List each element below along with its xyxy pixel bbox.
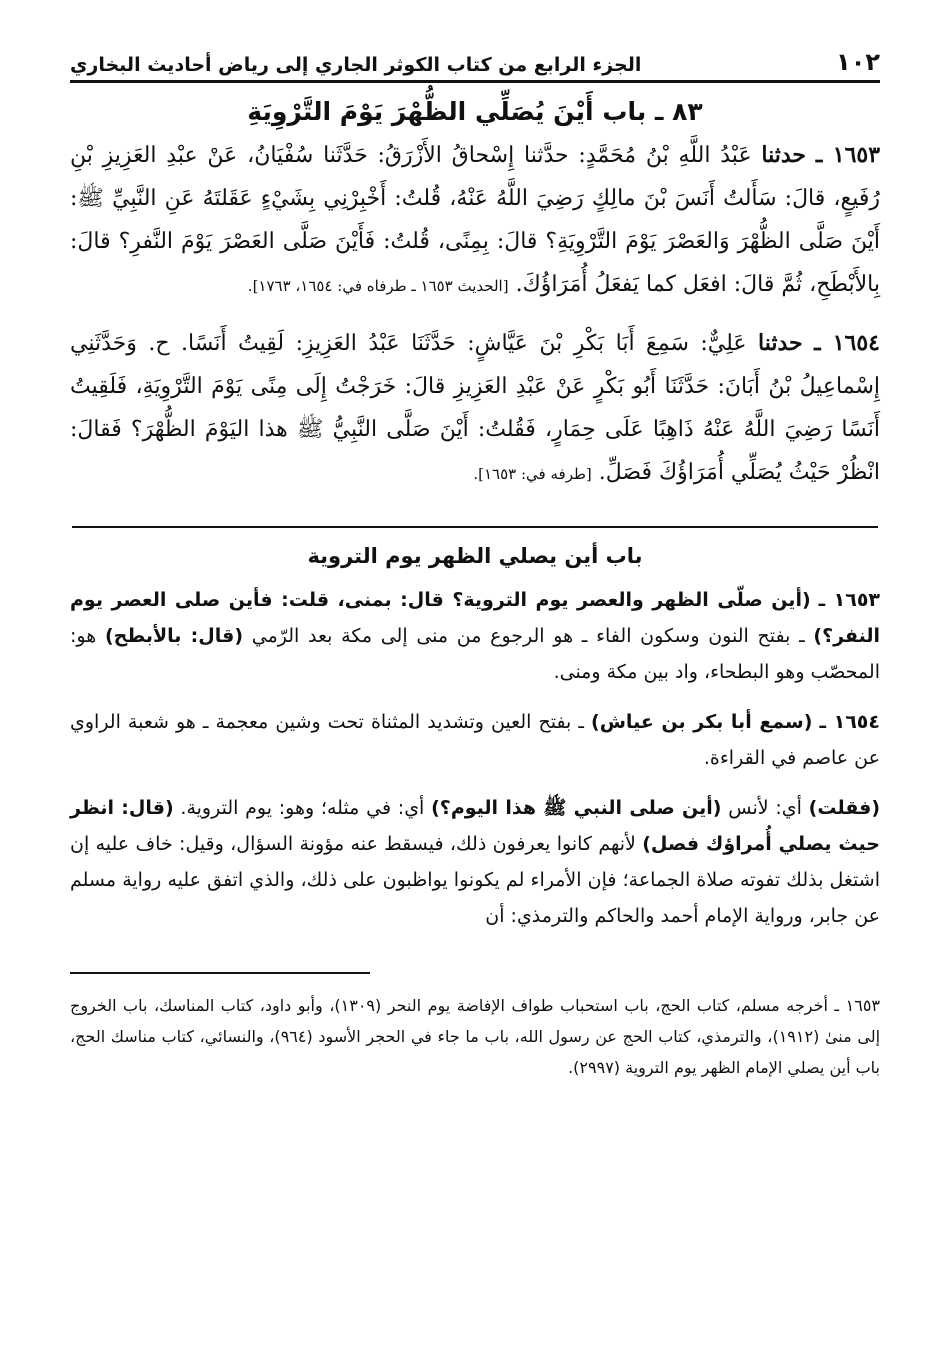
commentary-quote: (سمع أبا بكر بن عياش) [591, 711, 813, 733]
commentary-text: لأنهم كانوا يعرفون ذلك، فيسقط عنه مؤونة السؤال، وقيل: خاف عليه إن اشتغل بذلك تفوته صلاة الجماعة؛ فإن الأمراء لم يكونوا يواظبون على ذلك، والذي اتفق عليه رواية مسلم عن جابر، ورواية الإمام أحمد والحاكم والترمذي: أن [70, 833, 880, 927]
commentary-quote: (قال: بالأبطح) [104, 625, 244, 647]
footnote: ١٦٥٣ ـ أخرجه مسلم، كتاب الحج، باب استحباب طواف الإفاضة يوم النحر (١٣٠٩)، وأبو داود، كتاب المناسك، باب الخروج إلى منىٰ (١٩١٢)، والترمذي، كتاب الحج عن رسول الله، باب ما جاء في الحجر الأسود (٩٦٤)، والنسائي، كتاب مناسك الحج، باب أين يصلي الإمام الظهر يوم التروية (٢٩٩٧). [70, 996, 881, 1077]
commentary-quote: (أين صلّى الظهر والعصر يوم التروية؟ قال: بمنى، قلت: فأين صلى العصر يوم النفر؟) [70, 589, 881, 647]
commentary-text: أي: في مثله؛ وهو: يوم التروية. [180, 797, 425, 819]
commentary-1654 [70, 704, 880, 776]
hadith-1653 [70, 134, 880, 308]
commentary-title: باب أين يصلي الظهر يوم التروية [307, 544, 643, 568]
page-number: ١٠٢ [836, 48, 880, 76]
commentary-quote: (فقلت) [808, 797, 881, 819]
running-title: الجزء الرابع من كتاب الكوثر الجاري إلى رياض أحاديث البخاري [70, 54, 642, 76]
hadith-citation: [طرفه في: ١٦٥٣]. [473, 465, 592, 483]
commentary-number: ١٦٥٣ ـ [818, 589, 881, 611]
hadith-lead: حدثنا [758, 330, 803, 356]
footnote-rule [70, 972, 370, 974]
commentary-quote: (قال: انظر حيث يصلي أُمراؤك فصل) [70, 797, 880, 855]
hadith-text: عَلِيٌّ: سَمِعَ أَبَا بَكْرِ بْنَ عَيَّاشٍ: حَدَّثَنَا عَبْدُ العَزِيزِ: لَقِيتُ أَنَسًا. ح. وَحَدَّثَنِي إِسْماعِيلُ بْنُ أَبَانَ: حَدَّثَنَا أَبُو بَكْرٍ عَنْ عَبْدِ العَزِيزِ قالَ: خَرَجْتُ إِلَى مِنًى يَوْمَ التَّرْوِيَةِ، فَلَقِيتُ أَنَسًا رَضِيَ اللَّهُ عَنْهُ ذَاهِبًا عَلَى حِمَارٍ، فَقُلتُ: أَيْنَ صَلَّى النَّبِيُّ ﷺ هذا اليَوْمَ الظُّهْرَ؟ فَقالَ: انْظُرْ حَيْثُ يُصَلِّي أُمَرَاؤُكَ فَصَلِّ. [70, 331, 880, 485]
chapter-title: ٨٣ ـ باب أَيْنَ يُصَلِّي الظُّهْرَ يَوْمَ التَّرْوِيَةِ [247, 97, 703, 126]
commentary-text: ـ بفتح النون وسكون الفاء ـ هو الرجوع من منى إلى مكة بعد الرّمي [251, 625, 805, 647]
commentary-quote: (أين صلى النبي ﷺ هذا اليوم؟) [431, 797, 722, 819]
hadith-text: عَبْدُ اللَّهِ بْنُ مُحَمَّدٍ: حدَّثنا إِسْحاقُ الأَزْرَقُ: حَدَّثَنا سُفْيَانُ، عَنْ عبْدِ العَزِيزِ بْنِ رُفَيعٍ، قالَ: سَأَلتُ أَنَسَ بْنَ مالِكٍ رَضِيَ اللَّهُ عَنْهُ، قُلتُ: أَخْبِرْنِي بِشَيْءٍ عَقَلتَهُ عَنِ النَّبِيِّ ﷺ: أَيْنَ صَلَّى الظُّهْرَ وَالعَصْرَ يَوْمَ التَّرْوِيَةِ؟ قالَ: بِمِنًى، قُلتُ: فَأَيْنَ صَلَّى العَصْرَ يَوْمَ النَّفرِ؟ قالَ: بِالأَبْطَحِ، ثُمَّ قالَ: افعَل كما يَفعَلُ أُمَرَاؤُكَ. [70, 143, 880, 297]
hadith-lead: حدثنا [761, 142, 807, 168]
commentary-text: ـ بفتح العين وتشديد المثناة تحت وشين معجمة ـ هو شعبة الراوي عن عاصم في القراءة. [70, 711, 880, 769]
running-header [70, 30, 880, 83]
hadith-1654 [70, 322, 880, 496]
commentary-text: هو: المحصّب وهو البطحاء، واد بين مكة ومنى. [70, 625, 880, 683]
commentary-explanation [70, 790, 880, 934]
commentary-number: ١٦٥٤ ـ [819, 711, 880, 733]
section-divider [72, 526, 878, 528]
commentary-text: أي: لأنس [728, 797, 802, 819]
commentary-1653 [70, 582, 880, 690]
hadith-number: ١٦٥٣ ـ [815, 142, 881, 168]
hadith-citation: [الحديث ١٦٥٣ ـ طرفاه في: ١٦٥٤، ١٧٦٣]. [247, 277, 509, 295]
hadith-number: ١٦٥٤ ـ [814, 330, 880, 356]
